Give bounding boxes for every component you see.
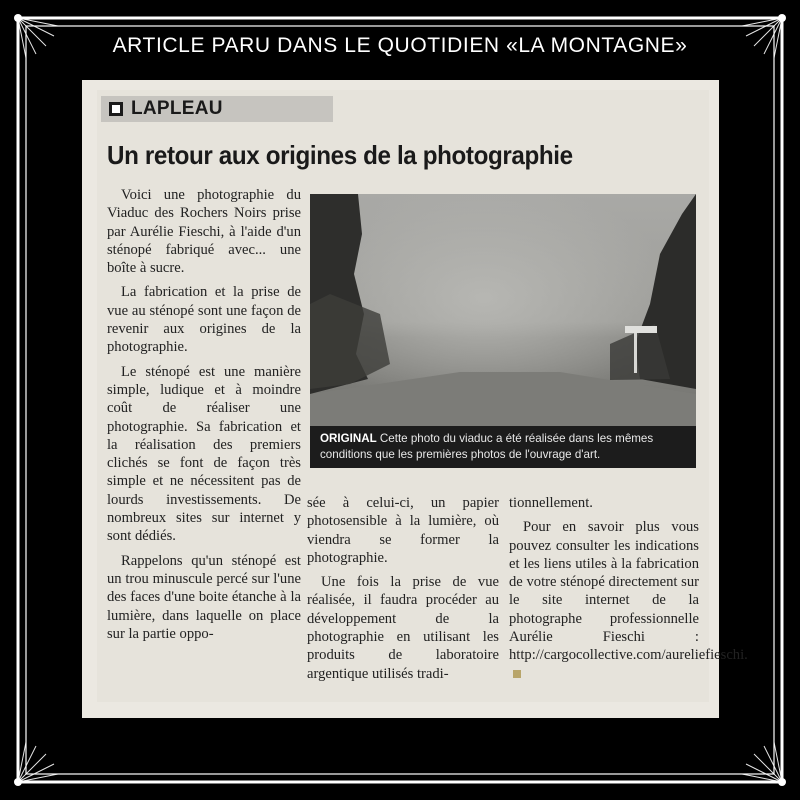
paragraph: Rappelons qu'un sténopé est un trou minuscule percé sur l'une des faces d'une boite étanche à la lumière, dans laquelle on place sur la partie oppo- — [107, 552, 301, 642]
caption-text: Cette photo du viaduc a été réalisée dans les mêmes conditions que les premières photos de l'ouvrage d'art. — [320, 432, 654, 461]
end-mark-icon — [513, 670, 521, 678]
section-tag — [101, 96, 333, 122]
paragraph-last — [509, 518, 748, 683]
article-column-3 — [509, 494, 748, 689]
article-column-1 — [107, 186, 301, 649]
section-label: LAPLEAU — [131, 98, 223, 119]
article-column-2 — [307, 494, 499, 689]
paragraph: tionnellement. — [509, 495, 593, 511]
paragraph: Le sténopé est une manière simple, ludique et à moindre coût de réaliser une photographie. Sa fabrication et la réalisation des premiers clichés se font de façon très simple et ne nécessitent pas de lourds investissements. De nombreux sites sur internet y sont dédiés. — [107, 363, 301, 545]
paragraph: sée à celui-ci, un papier photosensible à la lumière, où viendra se former la photographie. — [307, 495, 499, 566]
article-headline: Un retour aux origines de la photographie — [107, 140, 573, 170]
banner-title: ARTICLE PARU DANS LE QUOTIDIEN «LA MONTAGNE» — [112, 34, 688, 57]
paragraph: Une fois la prise de vue réalisée, il faudra procéder au développement de la photographie en utilisant les produits de laboratoire argentique utilisés tradi- — [307, 574, 499, 682]
article-page — [97, 90, 748, 702]
paragraph: La fabrication et la prise de vue au sténopé sont une façon de revenir aux origines de la photographie. — [107, 284, 301, 356]
paragraph: Voici une photographie du Viaduc des Rochers Noirs prise par Aurélie Fieschi, à l'aide d'un sténopé fabriqué avec... une boîte à sucre. — [107, 187, 301, 277]
photo-caption — [310, 426, 696, 468]
caption-heading: ORIGINAL — [320, 432, 377, 445]
paragraph-text: Pour en savoir plus vous pouvez consulter les indications et les liens utiles à la fabrication de votre sténopé directement sur le site internet de la photographe professionnelle Aurélie Fieschi : http://cargocollective.com/aureliefieschi. — [509, 519, 748, 664]
section-square-icon — [109, 102, 123, 116]
viaduct-photo — [310, 194, 696, 426]
